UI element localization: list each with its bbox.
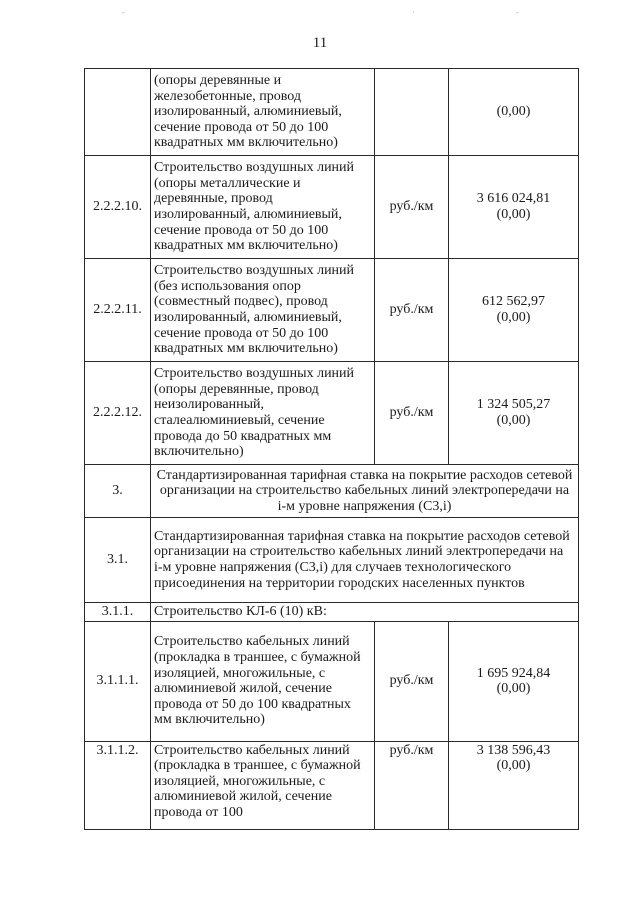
row-value-amount: 612 562,97 — [482, 294, 545, 310]
row-value-amount: 1 695 924,84 — [476, 665, 551, 681]
row-value-paren: (0,00) — [496, 758, 531, 774]
table-row — [85, 69, 579, 156]
row-value-amount: 3 138 596,43 — [476, 742, 551, 758]
row-value-paren: (0,00) — [496, 413, 531, 428]
row-value — [449, 741, 579, 829]
table-row — [85, 259, 579, 362]
row-number: 2.2.2.10. — [85, 156, 151, 259]
row-value-amount: 3 616 024,81 — [476, 191, 551, 207]
row-number: 3.1.1. — [85, 603, 151, 622]
table-row — [85, 156, 579, 259]
table-row — [85, 603, 579, 622]
row-number: 2.2.2.12. — [85, 362, 151, 465]
row-value — [449, 362, 579, 465]
row-unit: руб./км — [375, 156, 449, 259]
row-description: Стандартизированная тарифная ставка на покрытие расходов сетевой организации на строительство кабельных линий электропередачи на i-м уровне напряжения (С3,i) — [151, 465, 579, 518]
row-value-paren: (0,00) — [496, 104, 531, 120]
row-value-paren: (0,00) — [496, 310, 531, 325]
table-row — [85, 362, 579, 465]
row-number: 3.1.1.1. — [85, 621, 151, 741]
row-value — [449, 69, 579, 156]
scan-speck: - — [122, 8, 125, 17]
row-description: Строительство воздушных линий (опоры металлические и деревянные, провод изолированный, алюминиевый, сечение провода от 50 до 100 квадратных мм включительно) — [151, 156, 375, 259]
row-unit — [375, 69, 449, 156]
row-value-amount: 1 324 505,27 — [476, 397, 551, 413]
row-unit: руб./км — [375, 621, 449, 741]
row-number: 3. — [85, 465, 151, 518]
row-description: Строительство воздушных линий (опоры деревянные, провод неизолированный, сталеалюминиевый, сечение провода до 50 квадратных мм включительно) — [151, 362, 375, 465]
row-unit: руб./км — [375, 362, 449, 465]
table-row — [85, 741, 579, 829]
row-description: Стандартизированная тарифная ставка на покрытие расходов сетевой организации на строительство кабельных линий электропередачи на i-м уровне напряжения (С3,i) для случаев технологического присоединения на территории городских населенных пунктов — [151, 518, 579, 603]
table-row — [85, 465, 579, 518]
table-row — [85, 518, 579, 603]
row-description: Строительство кабельных линий (прокладка в траншее, с бумажной изоляцией, многожильные, с алюминиевой жилой, сечение провода от 50 до 100 квадратных мм включительно) — [151, 621, 375, 741]
row-description: Строительство кабельных линий (прокладка в траншее, с бумажной изоляцией, многожильные, с алюминиевой жилой, сечение провода от 100 — [151, 741, 375, 829]
table-row — [85, 621, 579, 741]
row-number: 3.1. — [85, 518, 151, 603]
row-description: Строительство КЛ-6 (10) кВ: — [151, 603, 579, 622]
row-description: (опоры деревянные и железобетонные, провод изолированный, алюминиевый, сечение провода от 50 до 100 квадратных мм включительно) — [151, 69, 375, 156]
scan-speck: - — [516, 8, 519, 17]
row-number: 2.2.2.11. — [85, 259, 151, 362]
page-number: 11 — [312, 35, 328, 51]
row-number: 3.1.1.2. — [85, 741, 151, 829]
row-value-paren: (0,00) — [496, 681, 531, 697]
row-value — [449, 621, 579, 741]
row-value — [449, 259, 579, 362]
row-value-paren: (0,00) — [496, 207, 531, 222]
scan-speck: · — [412, 8, 415, 17]
row-unit: руб./км — [375, 259, 449, 362]
row-unit: руб./км — [375, 741, 449, 829]
tariff-table — [84, 68, 579, 830]
row-description: Строительство воздушных линий (без использования опор (совместный подвес), провод изолированный, алюминиевый, сечение провода от 50 до 100 квадратных мм включительно) — [151, 259, 375, 362]
row-number — [85, 69, 151, 156]
row-value — [449, 156, 579, 259]
